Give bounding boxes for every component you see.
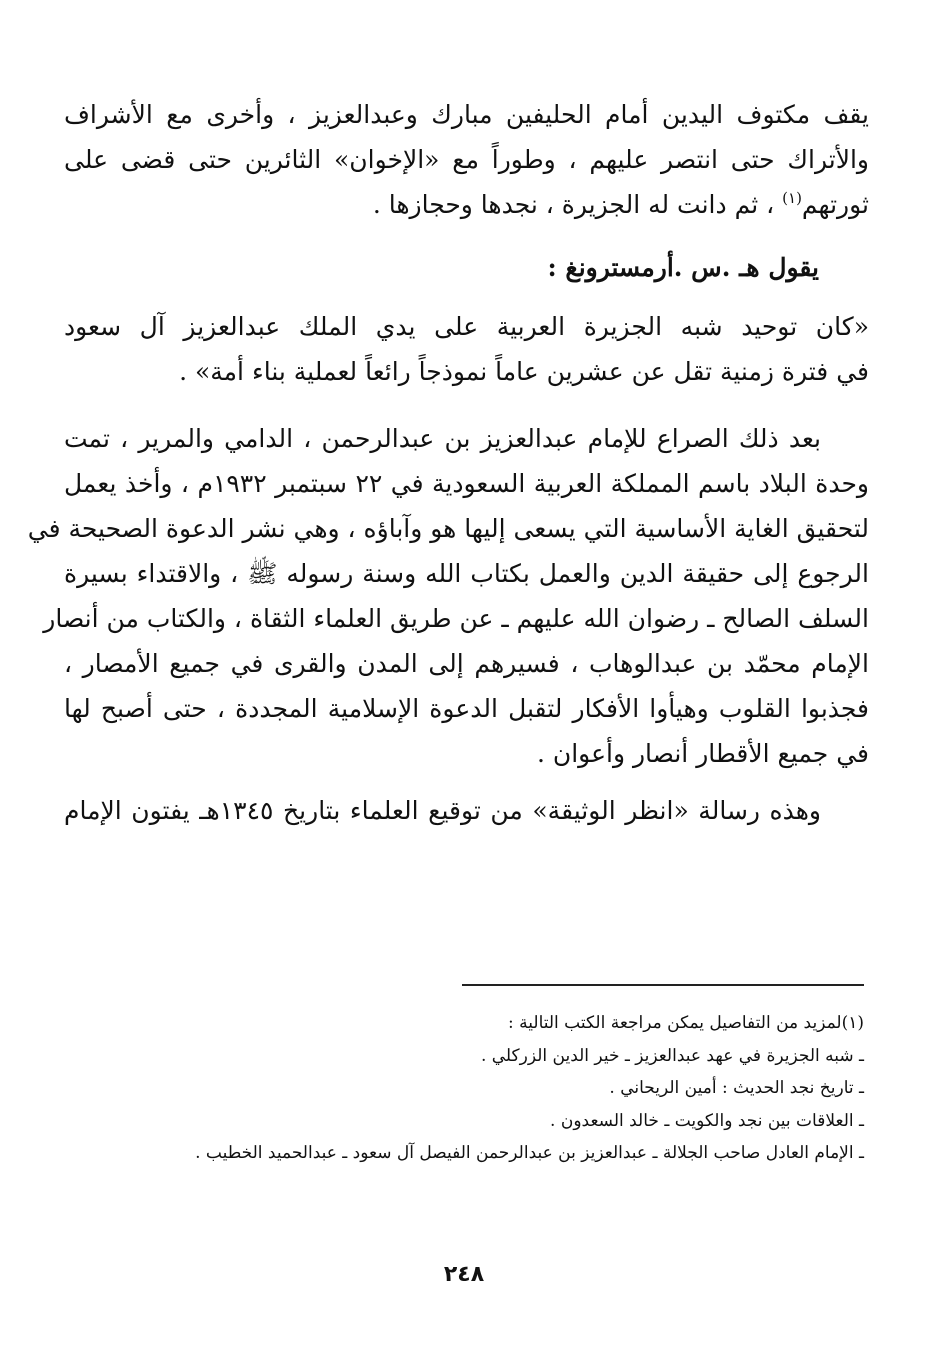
footnote-separator — [462, 984, 864, 986]
footnote-item: ـ العلاقات بين نجد والكويت ـ خالد السعدون . — [550, 1110, 864, 1131]
section-heading: يقول هـ .س .أرمسترونغ : — [547, 253, 819, 282]
paragraph-1-line-3-start: ثورتهم — [801, 190, 869, 219]
quotation — [64, 304, 869, 394]
paragraph-1-line-2: والأتراك حتى انتصر عليهم ، وطوراً مع «الإخوان» الثائرين حتى قضى على — [64, 145, 869, 174]
paragraph-2-line-4: الرجوع إلى حقيقة الدين والعمل بكتاب الله وسنة رسوله ﷺ ، والاقتداء بسيرة — [64, 559, 869, 588]
paragraph-2-line-7: فجذبوا القلوب وهيأوا الأفكار لتقبل الدعوة الإسلامية المجددة ، حتى أصبح لها — [64, 694, 869, 723]
paragraph-2-line-8: في جميع الأقطار أنصار وأعوان . — [536, 739, 869, 768]
paragraph-1-line-3-end: ، ثم دانت له الجزيرة ، نجدها وحجازها . — [372, 190, 783, 219]
footnote-intro: (١)لمزيد من التفاصيل يمكن مراجعة الكتب التالية : — [508, 1013, 864, 1033]
footnote-item: ـ الإمام العادل صاحب الجلالة ـ عبدالعزيز بن عبدالرحمن الفيصل آل سعود ـ عبدالحميد الخطيب . — [195, 1143, 864, 1163]
footnote-item: ـ شبه الجزيرة في عهد عبدالعزيز ـ خير الدين الزركلي . — [480, 1045, 864, 1066]
paragraph-2-line-1: بعد ذلك الصراع للإمام عبدالعزيز بن عبدالرحمن ، الدامي والمرير ، تمت — [64, 424, 821, 453]
paragraph-2 — [27, 416, 870, 776]
paragraph-2-line-2: وحدة البلاد باسم المملكة العربية السعودية في ٢٢ سبتمبر ١٩٣٢م ، وأخذ يعمل — [64, 469, 870, 498]
paragraph-2-line-5: السلف الصالح ـ رضوان الله عليهم ـ عن طريق العلماء الثقاة ، والكتاب من أنصار — [43, 604, 869, 633]
paragraph-3-line-1: وهذه رسالة «انظر الوثيقة» من توقيع العلماء بتاريخ ١٣٤٥هـ يفتون الإمام — [64, 796, 821, 825]
paragraph-1-line-3 — [64, 182, 869, 227]
paragraph-3 — [64, 788, 869, 833]
paragraph-2-line-6: الإمام محمّد بن عبدالوهاب ، فسيرهم إلى المدن والقرى في جميع الأمصار ، — [64, 649, 869, 678]
page-number: ٢٤٨ — [443, 1262, 485, 1287]
quotation-line-1: «كان توحيد شبه الجزيرة العربية على يدي الملك عبدالعزيز آل سعود — [64, 312, 869, 341]
footnote-reference: (١) — [782, 189, 802, 207]
footnote-item: ـ تاريخ نجد الحديث : أمين الريحاني . — [609, 1078, 864, 1098]
footnotes — [64, 1007, 864, 1170]
paragraph-2-line-3: لتحقيق الغاية الأساسية التي يسعى إليها هو وآباؤه ، وهي نشر الدعوة الصحيحة في — [27, 514, 869, 543]
paragraph-1-line-1: يقف مكتوف اليدين أمام الحليفين مبارك وعبدالعزيز ، وأخرى مع الأشراف — [64, 100, 869, 129]
page-body — [27, 92, 870, 833]
quotation-line-2: في فترة زمنية تقل عن عشرين عاماً نموذجاً رائعاً لعملية بناء أمة» . — [179, 357, 869, 386]
paragraph-1 — [64, 92, 869, 227]
